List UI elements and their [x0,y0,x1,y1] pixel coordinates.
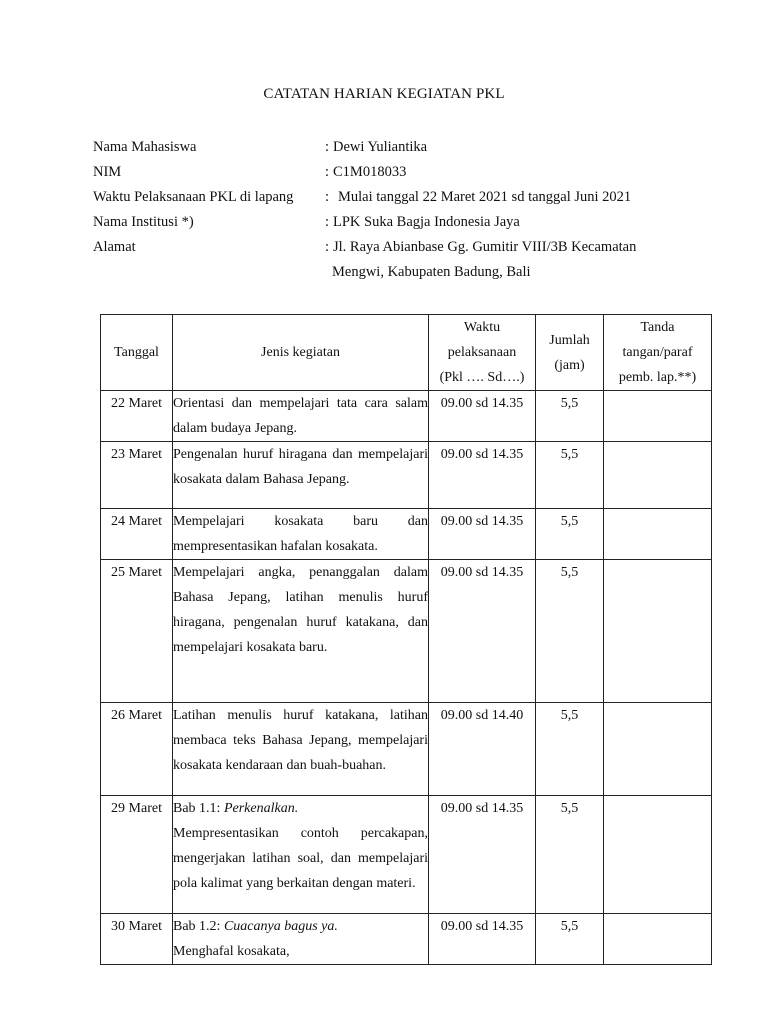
activity-chapter-title: Perkenalkan. [223,801,299,816]
cell-signature [604,509,712,560]
table-row [101,560,712,703]
cell-duration: 5,5 [536,509,604,560]
header-signature: Tanda tangan/paraf pemb. lap.**) [604,315,712,391]
info-row-period [93,187,693,212]
info-label: Alamat [93,239,136,255]
cell-signature [604,703,712,796]
cell-date: 26 Maret [101,703,173,796]
activity-chapter: Bab 1.2: [173,919,221,934]
info-value: C1M018033 [333,164,407,180]
cell-duration: 5,5 [536,391,604,442]
cell-date: 25 Maret [101,560,173,703]
cell-duration: 5,5 [536,914,604,965]
activity-description: Mempresentasikan contoh percakapan, mengerjakan latihan soal, dan mempelajari pola kalimat yang berkaitan dengan materi. [173,826,428,891]
cell-time: 09.00 sd 14.40 [429,703,536,796]
table-row [101,391,712,442]
info-label: Nama Institusi *) [93,214,194,230]
cell-signature [604,560,712,703]
cell-time: 09.00 sd 14.35 [429,509,536,560]
info-colon: : [325,214,330,230]
cell-signature [604,442,712,509]
cell-date: 23 Maret [101,442,173,509]
info-label: Waktu Pelaksanaan PKL di lapang [93,189,294,205]
info-value: Dewi Yuliantika [333,139,428,155]
cell-duration: 5,5 [536,796,604,914]
table-row [101,796,712,914]
cell-signature [604,914,712,965]
cell-signature [604,796,712,914]
activity-log-table [100,314,712,965]
header-duration: Jumlah (jam) [536,315,604,391]
activity-chapter: Bab 1.1: [173,801,221,816]
info-row-nim [93,162,693,187]
cell-time: 09.00 sd 14.35 [429,560,536,703]
cell-activity: Mempelajari kosakata baru dan mempresentasikan hafalan kosakata. [173,509,429,560]
header-date: Tanggal [101,315,173,391]
cell-duration: 5,5 [536,703,604,796]
cell-signature [604,391,712,442]
cell-activity [173,796,429,914]
header-time: Waktu pelaksanaan (Pkl …. Sd….) [429,315,536,391]
cell-duration: 5,5 [536,560,604,703]
info-colon: : [325,164,330,180]
table-row [101,914,712,965]
cell-activity: Orientasi dan mempelajari tata cara salam dalam budaya Jepang. [173,391,429,442]
info-value-continuation: Mengwi, Kabupaten Badung, Bali [332,264,531,280]
cell-date: 30 Maret [101,914,173,965]
cell-activity: Pengenalan huruf hiragana dan mempelajari kosakata dalam Bahasa Jepang. [173,442,429,509]
info-label: NIM [93,164,122,180]
document-title: CATATAN HARIAN KEGIATAN PKL [263,86,505,102]
cell-date: 22 Maret [101,391,173,442]
info-label: Nama Mahasiswa [93,139,197,155]
cell-date: 29 Maret [101,796,173,914]
info-value: LPK Suka Bagja Indonesia Jaya [333,214,520,230]
student-info [93,137,693,280]
activity-description: Menghafal kosakata, [173,944,290,959]
header-activity: Jenis kegiatan [173,315,429,391]
info-row-institution [93,212,693,237]
table-row [101,442,712,509]
cell-date: 24 Maret [101,509,173,560]
cell-duration: 5,5 [536,442,604,509]
cell-time: 09.00 sd 14.35 [429,442,536,509]
cell-time: 09.00 sd 14.35 [429,796,536,914]
info-colon: : [325,189,330,205]
activity-chapter-title: Cuacanya bagus ya. [223,919,338,934]
cell-time: 09.00 sd 14.35 [429,391,536,442]
cell-time: 09.00 sd 14.35 [429,914,536,965]
cell-activity [173,914,429,965]
info-row-address [93,237,693,280]
table-row [101,703,712,796]
info-colon: : [325,139,330,155]
table-row [101,509,712,560]
info-value: Mulai tanggal 22 Maret 2021 sd tanggal Juni 2021 [338,189,632,205]
info-row-name [93,137,693,162]
info-value: Jl. Raya Abianbase Gg. Gumitir VIII/3B Kecamatan [333,239,637,255]
cell-activity: Mempelajari angka, penanggalan dalam Bahasa Jepang, latihan menulis huruf hiragana, pengenalan huruf katakana, dan mempelajari kosakata baru. [173,560,429,703]
info-colon: : [325,239,330,255]
table-header-row [101,315,712,391]
cell-activity: Latihan menulis huruf katakana, latihan membaca teks Bahasa Jepang, mempelajari kosakata kendaraan dan buah-buahan. [173,703,429,796]
